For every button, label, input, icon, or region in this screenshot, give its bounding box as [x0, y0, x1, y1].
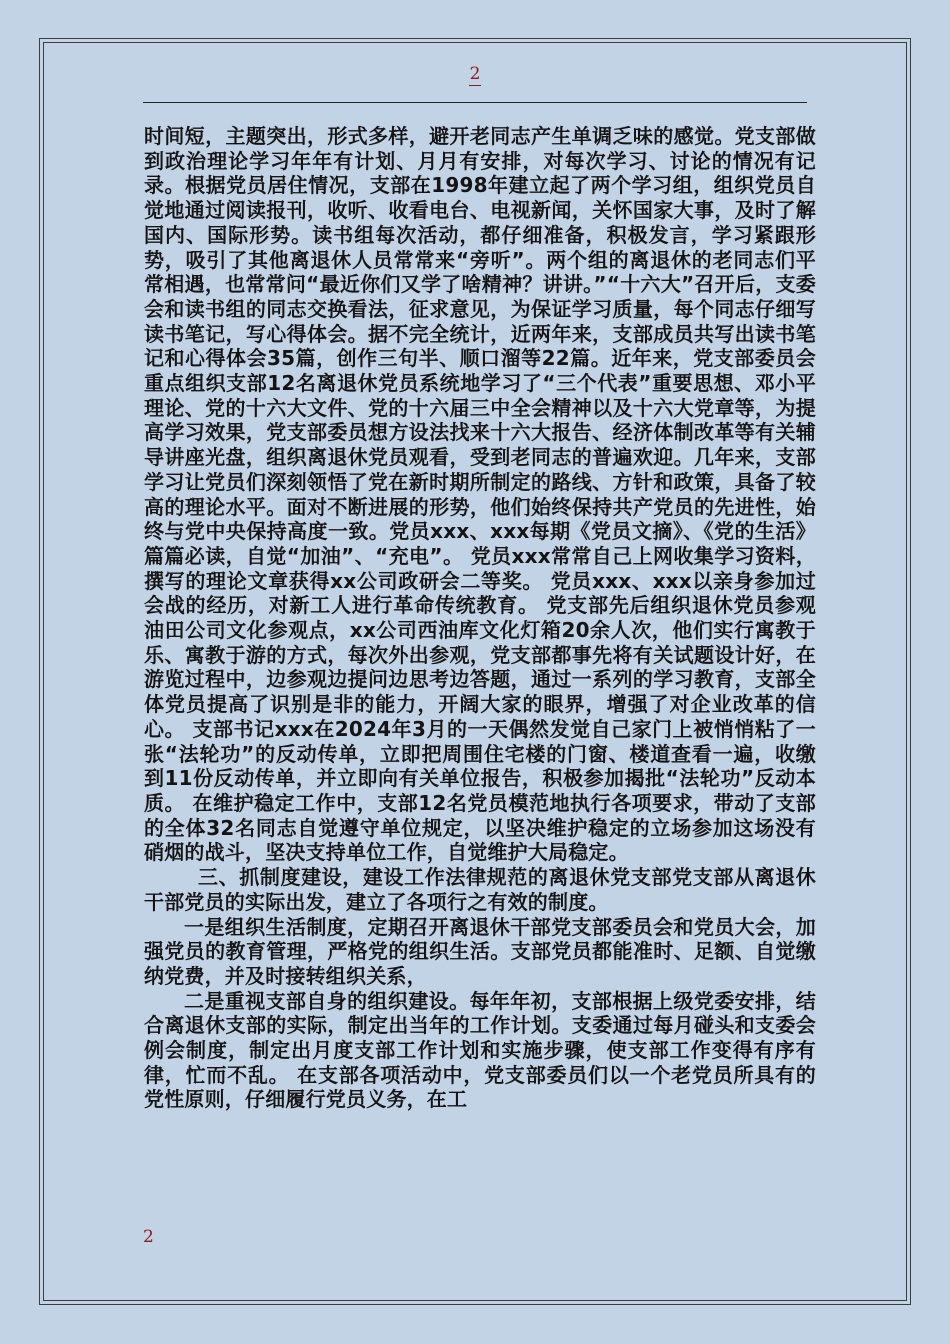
footer-page-number: 2 [143, 1227, 154, 1247]
header-rule [143, 102, 807, 103]
body-text [144, 124, 816, 1112]
header-page-number [0, 64, 950, 84]
paragraph-3: 一是组织生活制度，定期召开离退休干部党支部委员会和党员大会，加强党员的教育管理，严格党的组织生活。支部党员都能准时、足额、自觉缴纳党费，并及时接转组织关系， [144, 914, 816, 988]
header-page-number-text: 2 [469, 64, 481, 84]
paragraph-4: 二是重视支部自身的组织建设。每年年初，支部根据上级党委安排，结合离退休支部的实际，制定出当年的工作计划。支委通过每月碰头和支委会例会制度，制定出月度支部工作计划和实施步骤，使支部工作变得有序有律，忙而不乱。 在支部各项活动中，党支部委员们以一个老党员所具有的党性原则，仔细履行党员义务，在工 [144, 988, 816, 1112]
paragraph-2: 三、抓制度建设，建设工作法律规范的离退休党支部党支部从离退休干部党员的实际出发，建立了各项行之有效的制度。 [144, 865, 816, 914]
paragraph-1: 时间短，主题突出，形式多样，避开老同志产生单调乏味的感觉。党支部做到政治理论学习年年有计划、月月有安排，对每次学习、讨论的情况有记录。根据党员居住情况，支部在1998年建立起了两个学习组，组织党员自觉地通过阅读报刊，收听、收看电台、电视新闻，关怀国家大事，及时了解国内、国际形势。读书组每次活动，都仔细准备，积极发言，学习紧跟形势，吸引了其他离退休人员常常来“旁听”。两个组的离退休的老同志们平常相遇，也常常问“最近你们又学了啥精神？讲讲。”“十六大”召开后，支委会和读书组的同志交换看法，征求意见，为保证学习质量，每个同志仔细写读书笔记，写心得体会。据不完全统计，近两年来，支部成员共写出读书笔记和心得体会35篇，创作三句半、顺口溜等22篇。近年来，党支部委员会重点组织支部12名离退休党员系统地学习了“三个代表”重要思想、邓小平理论、党的十六大文件、党的十六届三中全会精神以及十六大党章等，为提高学习效果，党支部委员想方设法找来十六大报告、经济体制改革等有关辅导讲座光盘，组织离退休党员观看，受到老同志的普遍欢迎。几年来，支部学习让党员们深刻领悟了党在新时期所制定的路线、方针和政策，具备了较高的理论水平。面对不断进展的形势，他们始终保持共产党员的先进性，始终与党中央保持高度一致。党员xxx、xxx每期《党员文摘》、《党的生活》篇篇必读，自觉“加油”、“充电”。 党员xxx常常自己上网收集学习资料，撰写的理论文章获得xx公司政研会二等奖。 党员xxx、xxx以亲身参加过会战的经历，对新工人进行革命传统教育。 党支部先后组织退休党员参观油田公司文化参观点，xx公司西油库文化灯箱20余人次，他们实行寓教于乐、寓教于游的方式，每次外出参观，党支部都事先将有关试题设计好，在游览过程中，边参观边提问边思考边答题，通过一系列的学习教育，支部全体党员提高了识别是非的能力，开阔大家的眼界，增强了对企业改革的信心。 支部书记xxx在2024年3月的一天偶然发觉自己家门上被悄悄粘了一张“法轮功”的反动传单，立即把周围住宅楼的门窗、楼道查看一遍，收缴到11份反动传单，并立即向有关单位报告，积极参加揭批“法轮功”反动本质。 在维护稳定工作中，支部12名党员模范地执行各项要求，带动了支部的全体32名同志自觉遵守单位规定，以坚决维护稳定的立场参加这场没有硝烟的战斗，坚决支持单位工作，自觉维护大局稳定。 [144, 124, 816, 865]
